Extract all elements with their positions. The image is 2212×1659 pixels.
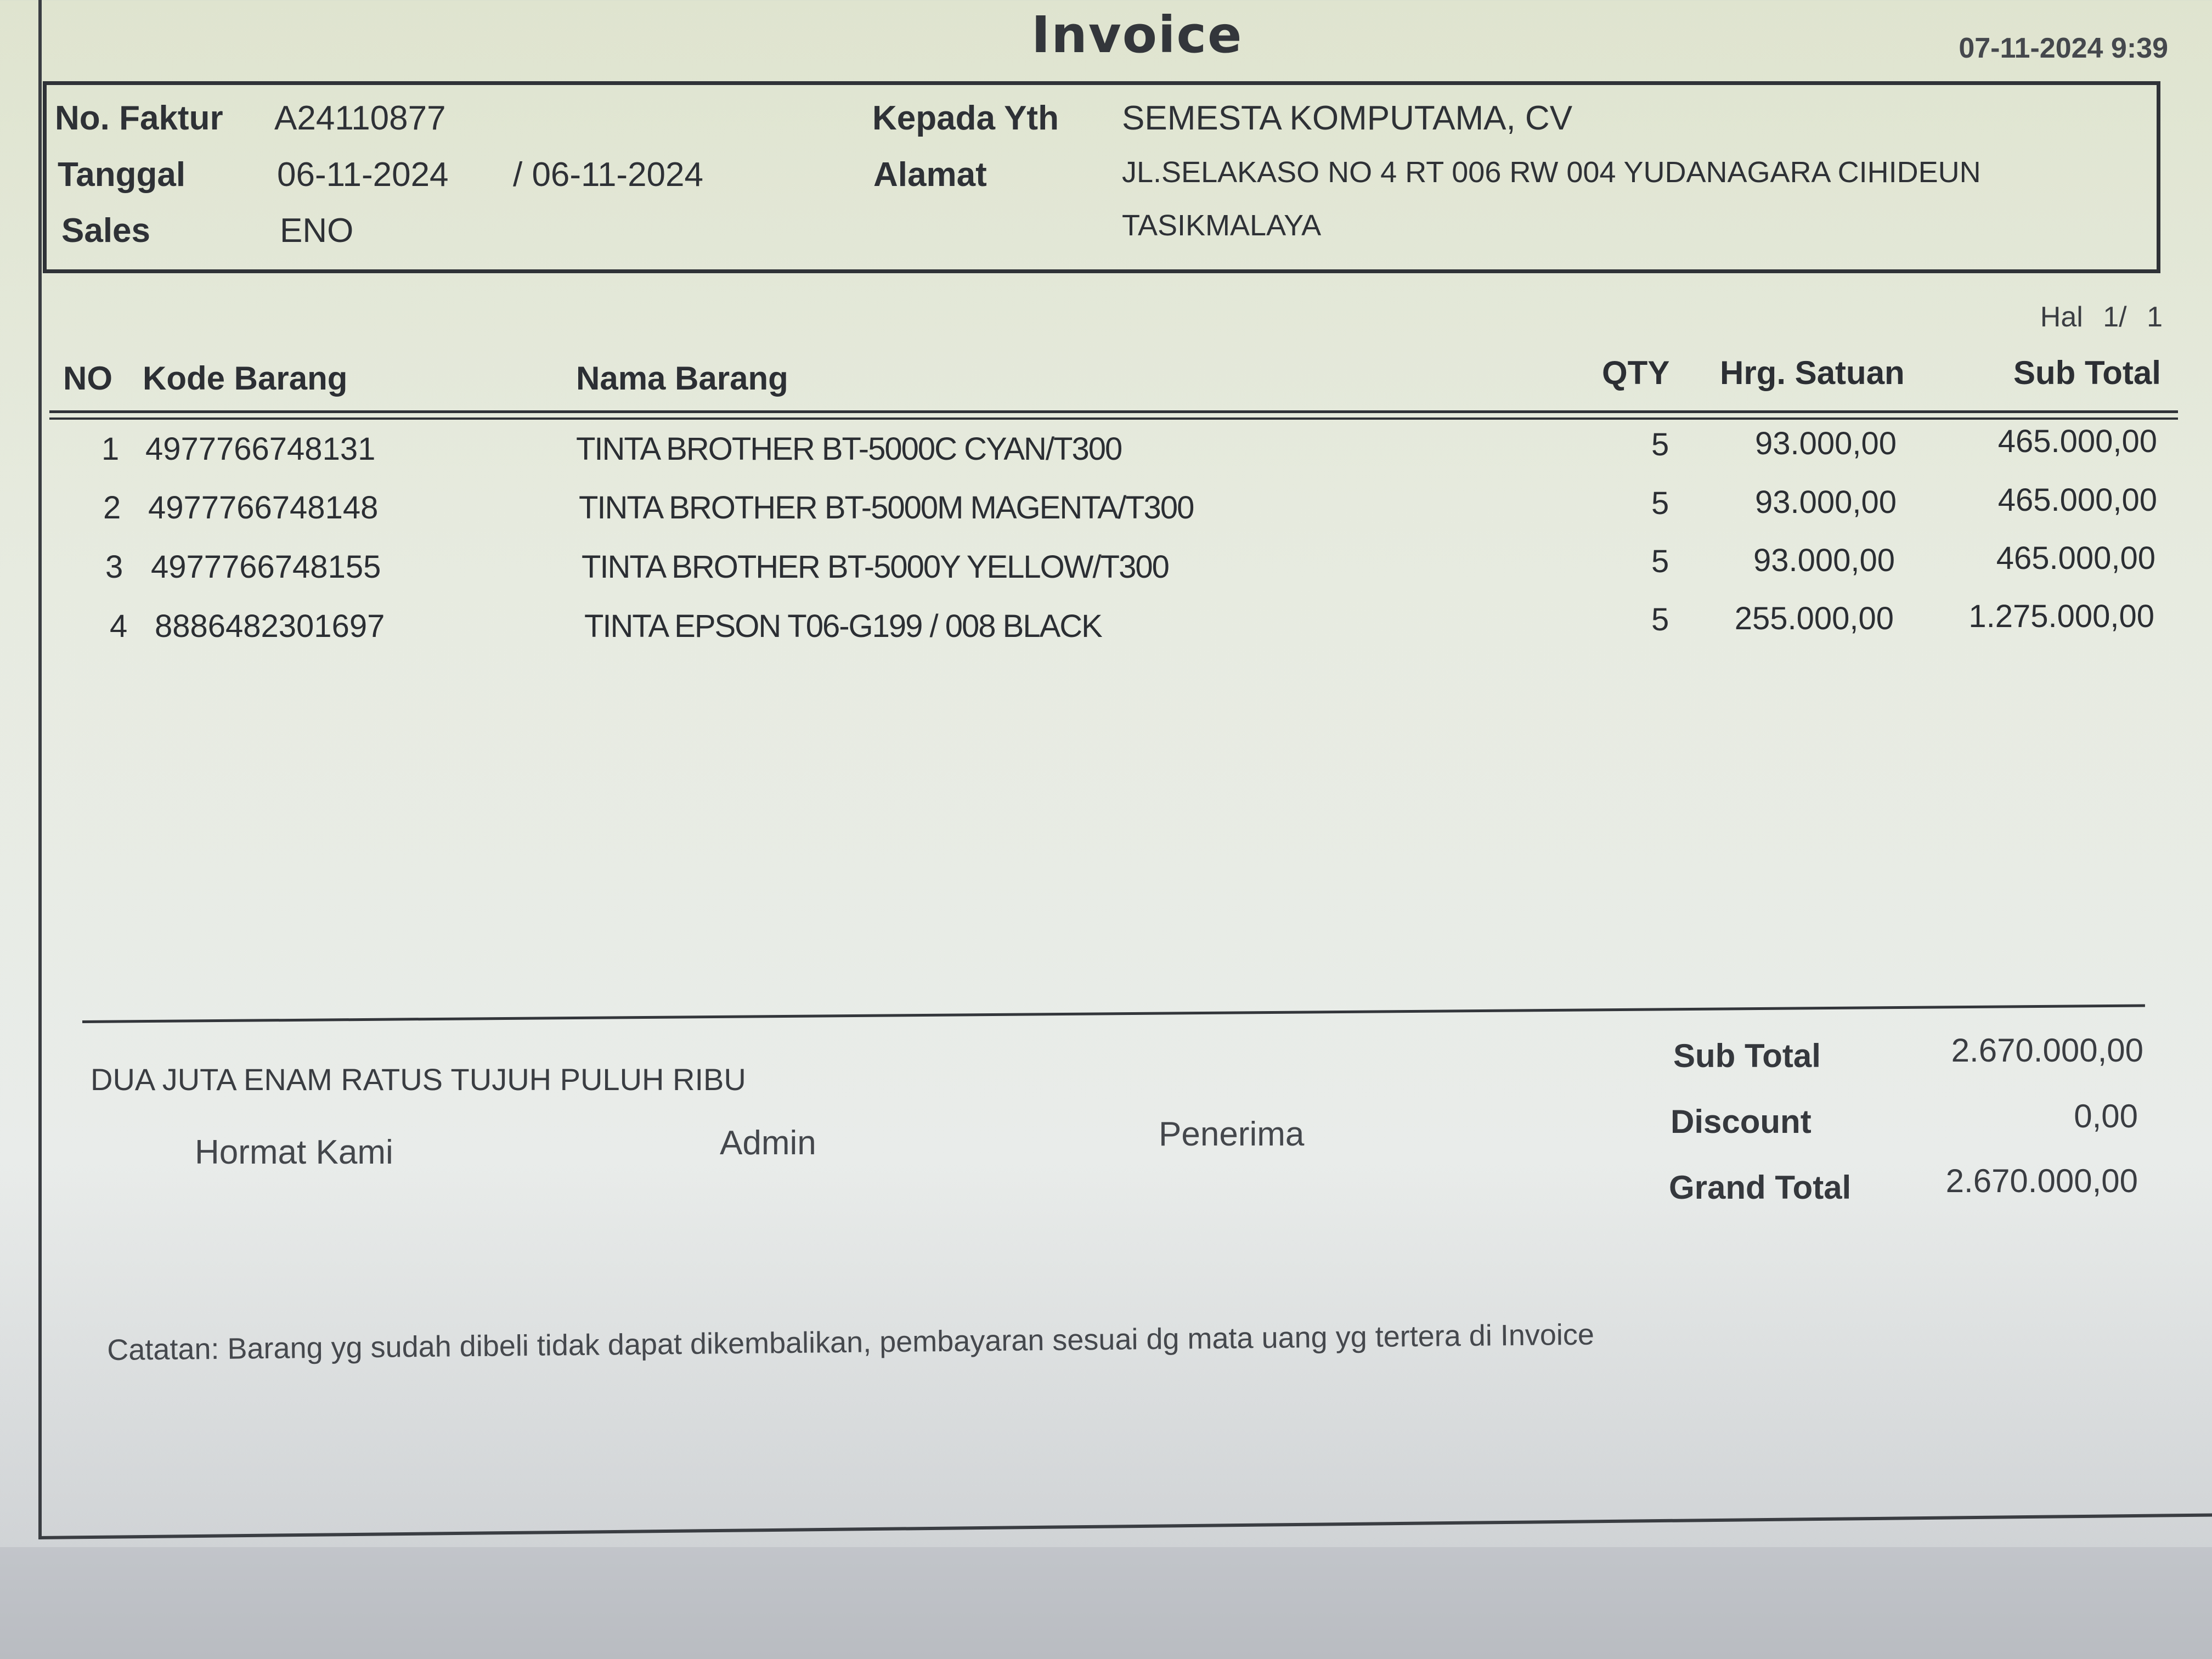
row-kode: 4977766748148 [148, 490, 379, 526]
screen-bottom-area [0, 1547, 2212, 1659]
table-row [0, 599, 2212, 657]
row-kode: 8886482301697 [155, 608, 385, 644]
row-no: 3 [105, 549, 123, 585]
row-harga: 93.000,00 [1754, 484, 1897, 520]
kepada-label: Kepada Yth [872, 99, 1059, 137]
discount-value: 0,00 [2074, 1098, 2138, 1135]
row-qty: 5 [1651, 602, 1669, 637]
alamat-line-1: JL.SELAKASO NO 4 RT 006 RW 004 YUDANAGARA CIHIDEUN [1122, 156, 1981, 189]
col-header-harga: Hrg. Satuan [1720, 354, 1905, 391]
sales-label: Sales [61, 212, 151, 250]
alamat-line-2: TASIKMALAYA [1122, 209, 1322, 242]
tanggal-value-2: / 06-11-2024 [513, 156, 703, 194]
row-kode: 4977766748131 [145, 431, 376, 467]
col-header-subtotal: Sub Total [2013, 354, 2161, 391]
tanggal-label: Tanggal [58, 156, 186, 194]
table-row [0, 540, 2212, 598]
printed-datetime: 07-11-2024 9:39 [1959, 32, 2168, 64]
col-header-nama: Nama Barang [576, 360, 788, 397]
row-nama: TINTA BROTHER BT-5000Y YELLOW/T300 [582, 549, 1169, 585]
tanggal-value: 06-11-2024 [277, 156, 449, 194]
table-row [0, 482, 2212, 539]
row-subtotal: 465.000,00 [1996, 540, 2155, 576]
row-no: 4 [110, 608, 128, 644]
no-faktur-value: A24110877 [274, 99, 446, 137]
row-harga: 93.000,00 [1754, 426, 1897, 461]
subtotal-value: 2.670.000,00 [1951, 1032, 2143, 1069]
row-subtotal: 1.275.000,00 [1968, 599, 2154, 634]
row-qty: 5 [1651, 544, 1669, 579]
page-indicator: Hal 1/ 1 [2040, 301, 2163, 333]
subtotal-label: Sub Total [1673, 1037, 1821, 1074]
row-harga: 255.000,00 [1734, 601, 1894, 636]
row-no: 2 [103, 490, 121, 526]
table-row [0, 424, 2212, 480]
signature-admin: Admin [720, 1124, 816, 1162]
discount-label: Discount [1671, 1103, 1812, 1140]
sales-value: ENO [280, 212, 354, 250]
col-header-no: NO [63, 360, 112, 397]
col-header-kode: Kode Barang [143, 360, 348, 397]
row-subtotal: 465.000,00 [1997, 482, 2157, 518]
kepada-value: SEMESTA KOMPUTAMA, CV [1122, 99, 1573, 137]
row-harga: 93.000,00 [1753, 543, 1895, 578]
invoice-title: Invoice [1031, 5, 1243, 64]
row-nama: TINTA BROTHER BT-5000M MAGENTA/T300 [579, 490, 1194, 526]
invoice-note: Catatan: Barang yg sudah dibeli tidak dapat dikembalikan, pembayaran sesuai dg mata uang yg tertera di Invoice [107, 1318, 1595, 1367]
col-header-qty: QTY [1602, 354, 1670, 391]
row-kode: 4977766748155 [151, 549, 381, 585]
grand-total-value: 2.670.000,00 [1945, 1163, 2138, 1199]
row-no: 1 [101, 431, 120, 467]
no-faktur-label: No. Faktur [55, 99, 223, 137]
signature-penerima: Penerima [1159, 1115, 1305, 1153]
grand-total-label: Grand Total [1669, 1169, 1852, 1206]
row-qty: 5 [1651, 486, 1669, 521]
signature-hormat-kami: Hormat Kami [195, 1133, 393, 1171]
row-nama: TINTA BROTHER BT-5000C CYAN/T300 [576, 431, 1122, 467]
amount-in-words: DUA JUTA ENAM RATUS TUJUH PULUH RIBU [91, 1062, 746, 1097]
row-qty: 5 [1651, 427, 1669, 462]
row-subtotal: 465.000,00 [1997, 424, 2157, 459]
table-header-rule [49, 410, 2178, 420]
alamat-label: Alamat [873, 156, 987, 194]
row-nama: TINTA EPSON T06-G199 / 008 BLACK [584, 608, 1102, 644]
